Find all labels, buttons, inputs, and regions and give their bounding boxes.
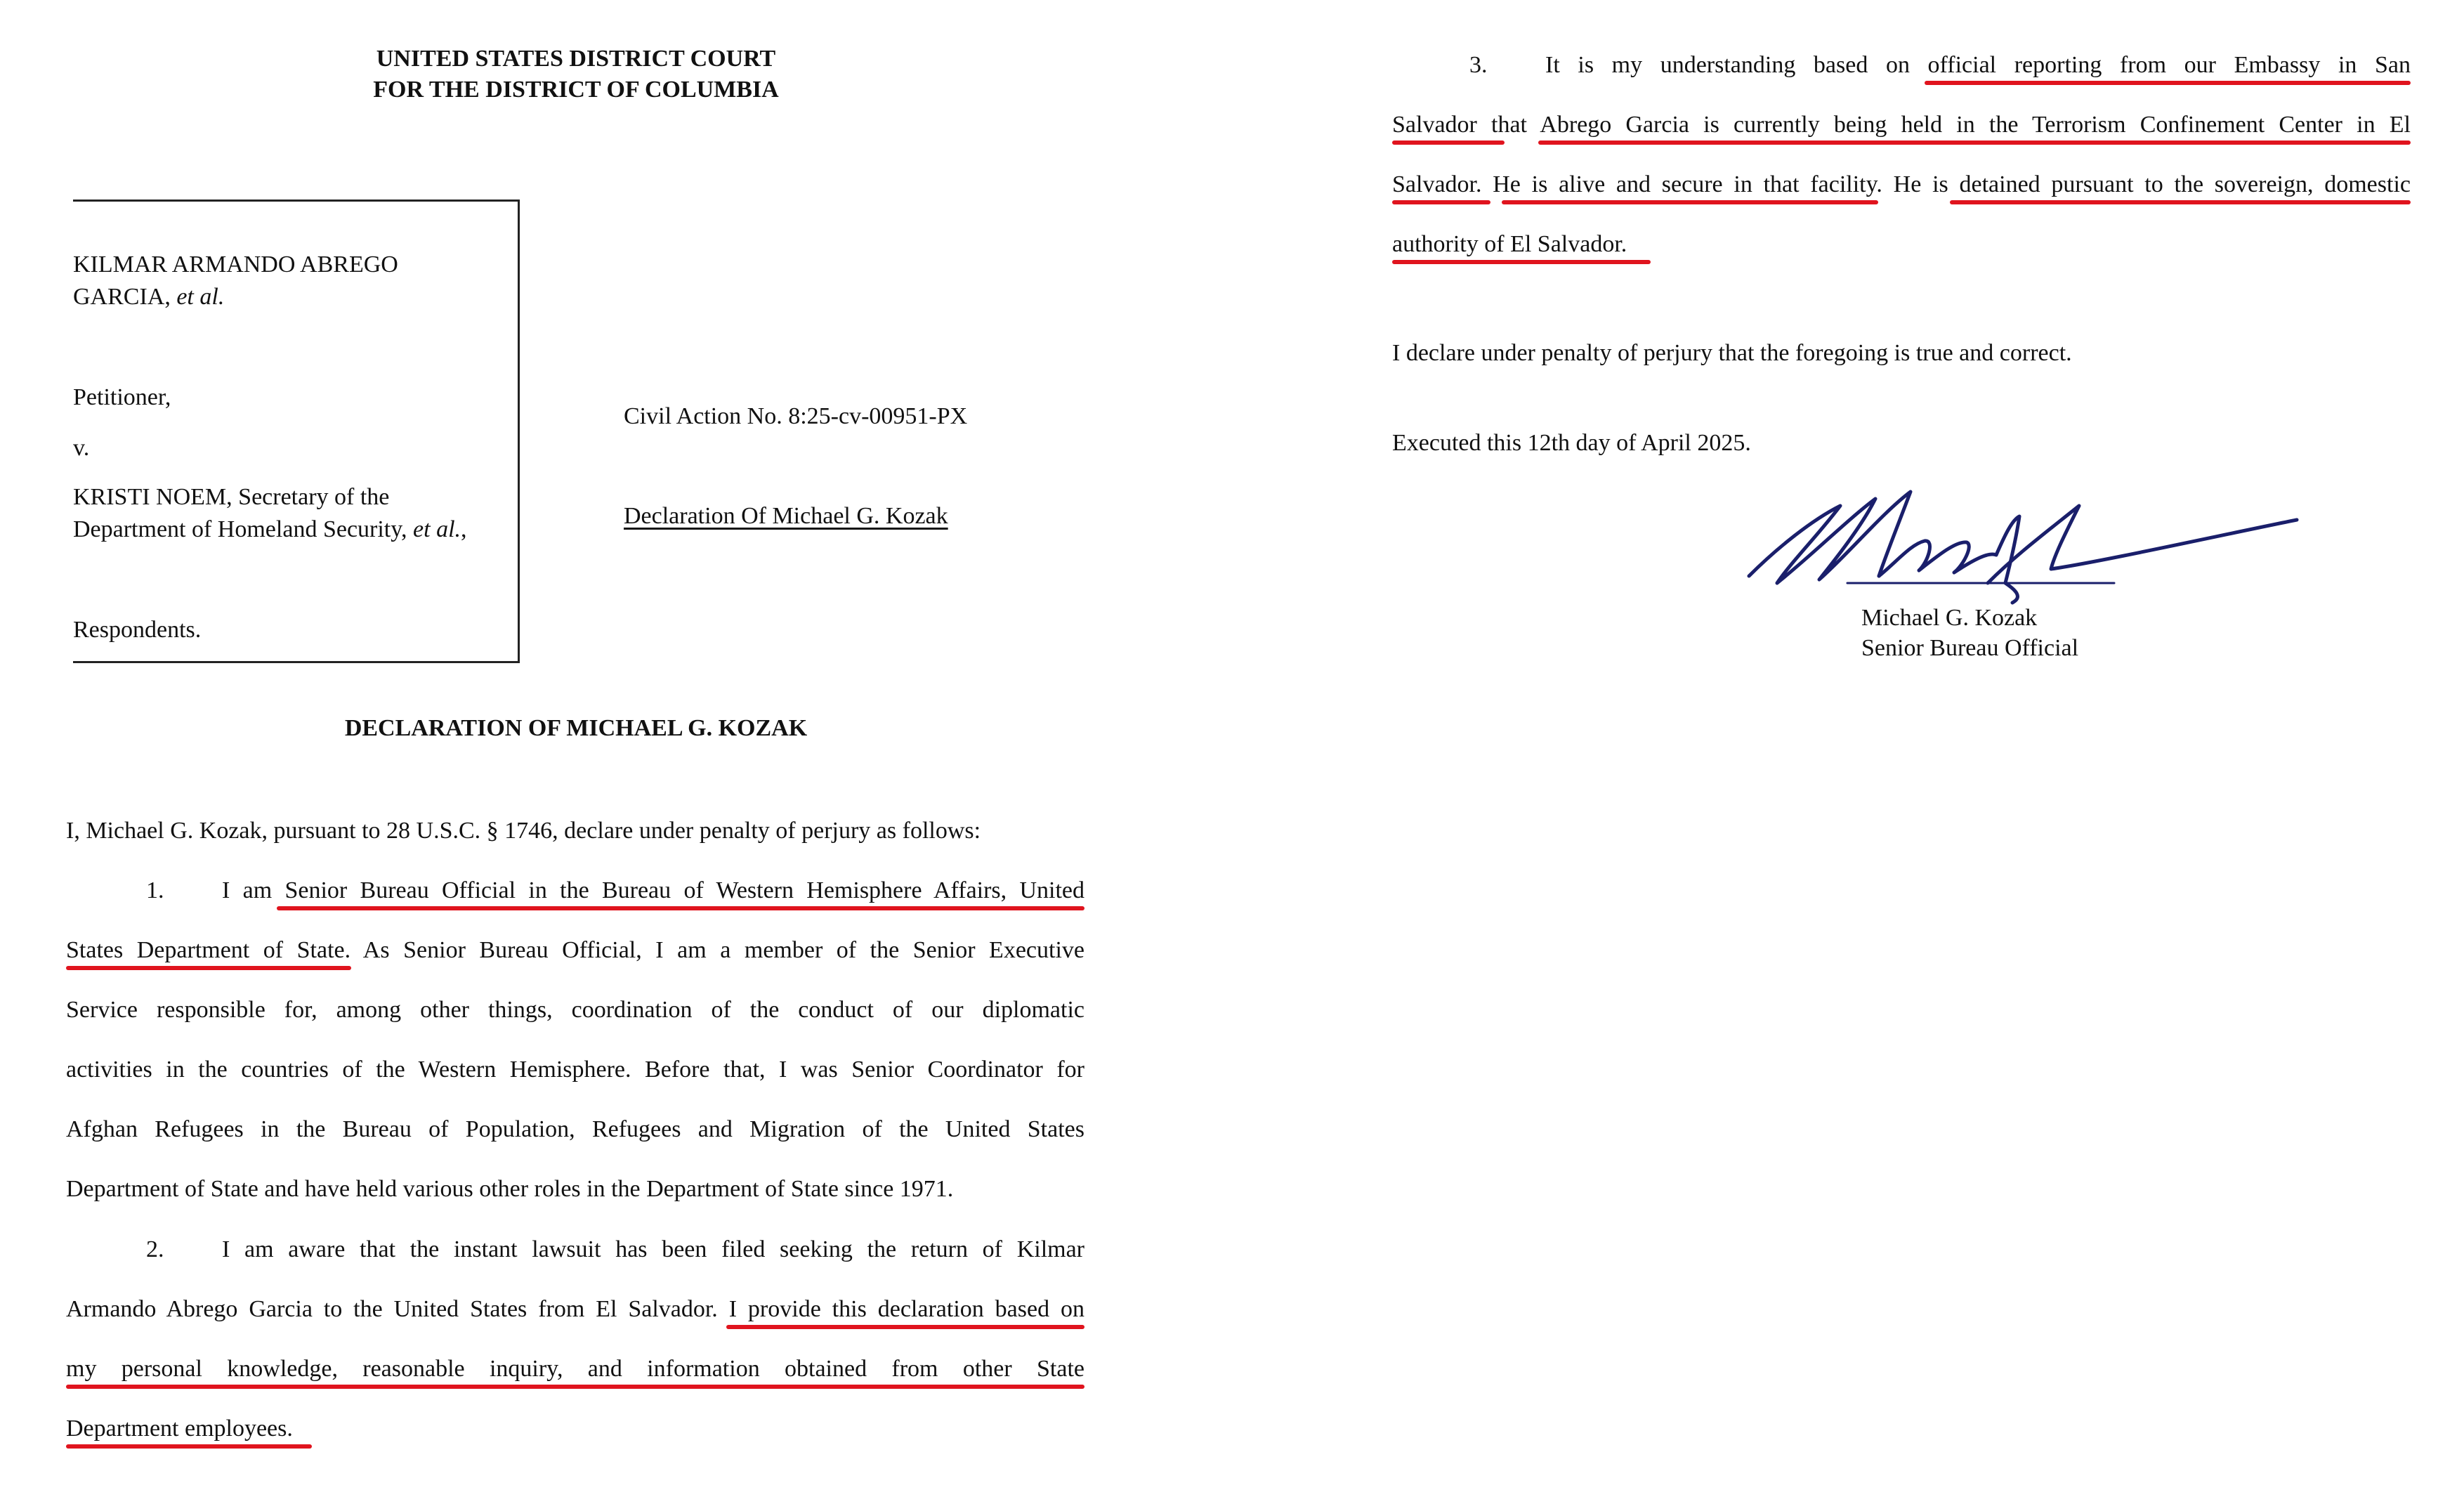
attestation-statement: I declare under penalty of perjury that the foregoing is true and correct. — [1392, 340, 2072, 366]
highlight-underline — [66, 1385, 1084, 1389]
highlight-underline — [1392, 200, 1490, 204]
signatory-name: Michael G. Kozak — [1861, 605, 2038, 631]
signatory-title: Senior Bureau Official — [1861, 635, 2079, 661]
versus-label: v. — [73, 435, 90, 461]
paragraph-2-line: I am aware that the instant lawsuit has been filed seeking the return of Kilmar — [222, 1236, 1084, 1262]
paragraph-3-number: 3. — [1469, 52, 1488, 78]
paragraph-1-line: Department of State and have held various other roles in the Department of State since 1971. — [66, 1176, 954, 1202]
paragraph-3-line: It is my understanding based on official reporting from our Embassy in San — [1545, 52, 2411, 78]
highlight-underline — [1502, 200, 1878, 204]
highlight-underline — [1538, 140, 2411, 145]
court-district: FOR THE DISTRICT OF COLUMBIA — [373, 77, 779, 103]
highlight-underline — [1392, 260, 1651, 264]
civil-action-number: Civil Action No. 8:25-cv-00951-PX — [624, 403, 968, 429]
highlight-underline — [1392, 140, 1505, 145]
paragraph-3-line: Salvador. He is alive and secure in that facility. He is detained pursuant to the sovereign, domestic — [1392, 171, 2411, 197]
court-name: UNITED STATES DISTRICT COURT — [376, 46, 776, 72]
highlight-underline — [726, 1325, 1084, 1329]
respondent-role: Respondents. — [73, 617, 202, 643]
intro-paragraph: I, Michael G. Kozak, pursuant to 28 U.S.C. § 1746, declare under penalty of perjury as follows: — [66, 818, 981, 844]
paragraph-1-line: Afghan Refugees in the Bureau of Population, Refugees and Migration of the United States — [66, 1116, 1084, 1142]
respondent-name: KRISTI NOEM, Secretary of the Department of Homeland Security, et al., — [73, 484, 467, 542]
handwritten-signature — [1735, 478, 2311, 611]
paragraph-1-line: activities in the countries of the Western Hemisphere. Before that, I was Senior Coordinator for — [66, 1057, 1084, 1083]
paragraph-1-line: Service responsible for, among other things, coordination of the conduct of our diplomatic — [66, 997, 1084, 1023]
paragraph-2-number: 2. — [146, 1236, 164, 1262]
paragraph-3-line: Salvador that Abrego Garcia is currently being held in the Terrorism Confinement Center in El — [1392, 112, 2411, 138]
paragraph-3-line: authority of El Salvador. — [1392, 231, 1627, 257]
paragraph-1-number: 1. — [146, 877, 164, 903]
petitioner-role: Petitioner, — [73, 384, 171, 410]
paragraph-2-line: Department employees. — [66, 1416, 293, 1442]
execution-date: Executed this 12th day of April 2025. — [1392, 430, 1751, 456]
paragraph-1-line: States Department of State. As Senior Bureau Official, I am a member of the Senior Executive — [66, 937, 1084, 963]
paragraph-2-line: Armando Abrego Garcia to the United States from El Salvador. I provide this declaration based on — [66, 1296, 1084, 1322]
highlight-underline — [1950, 200, 2411, 204]
paragraph-2-line: my personal knowledge, reasonable inquiry, and information obtained from other State — [66, 1356, 1084, 1382]
court-heading — [0, 44, 1152, 105]
highlight-underline — [66, 1444, 312, 1449]
petitioner-name: KILMAR ARMANDO ABREGO GARCIA, et al. — [73, 251, 398, 310]
highlight-underline — [66, 966, 351, 970]
highlight-underline — [277, 906, 1084, 910]
document-title-underlined: Declaration Of Michael G. Kozak — [624, 503, 948, 529]
highlight-underline — [1925, 81, 2411, 85]
paragraph-1-line: I am Senior Bureau Official in the Bureau of Western Hemisphere Affairs, United — [222, 877, 1084, 903]
declaration-title: DECLARATION OF MICHAEL G. KOZAK — [344, 715, 808, 741]
